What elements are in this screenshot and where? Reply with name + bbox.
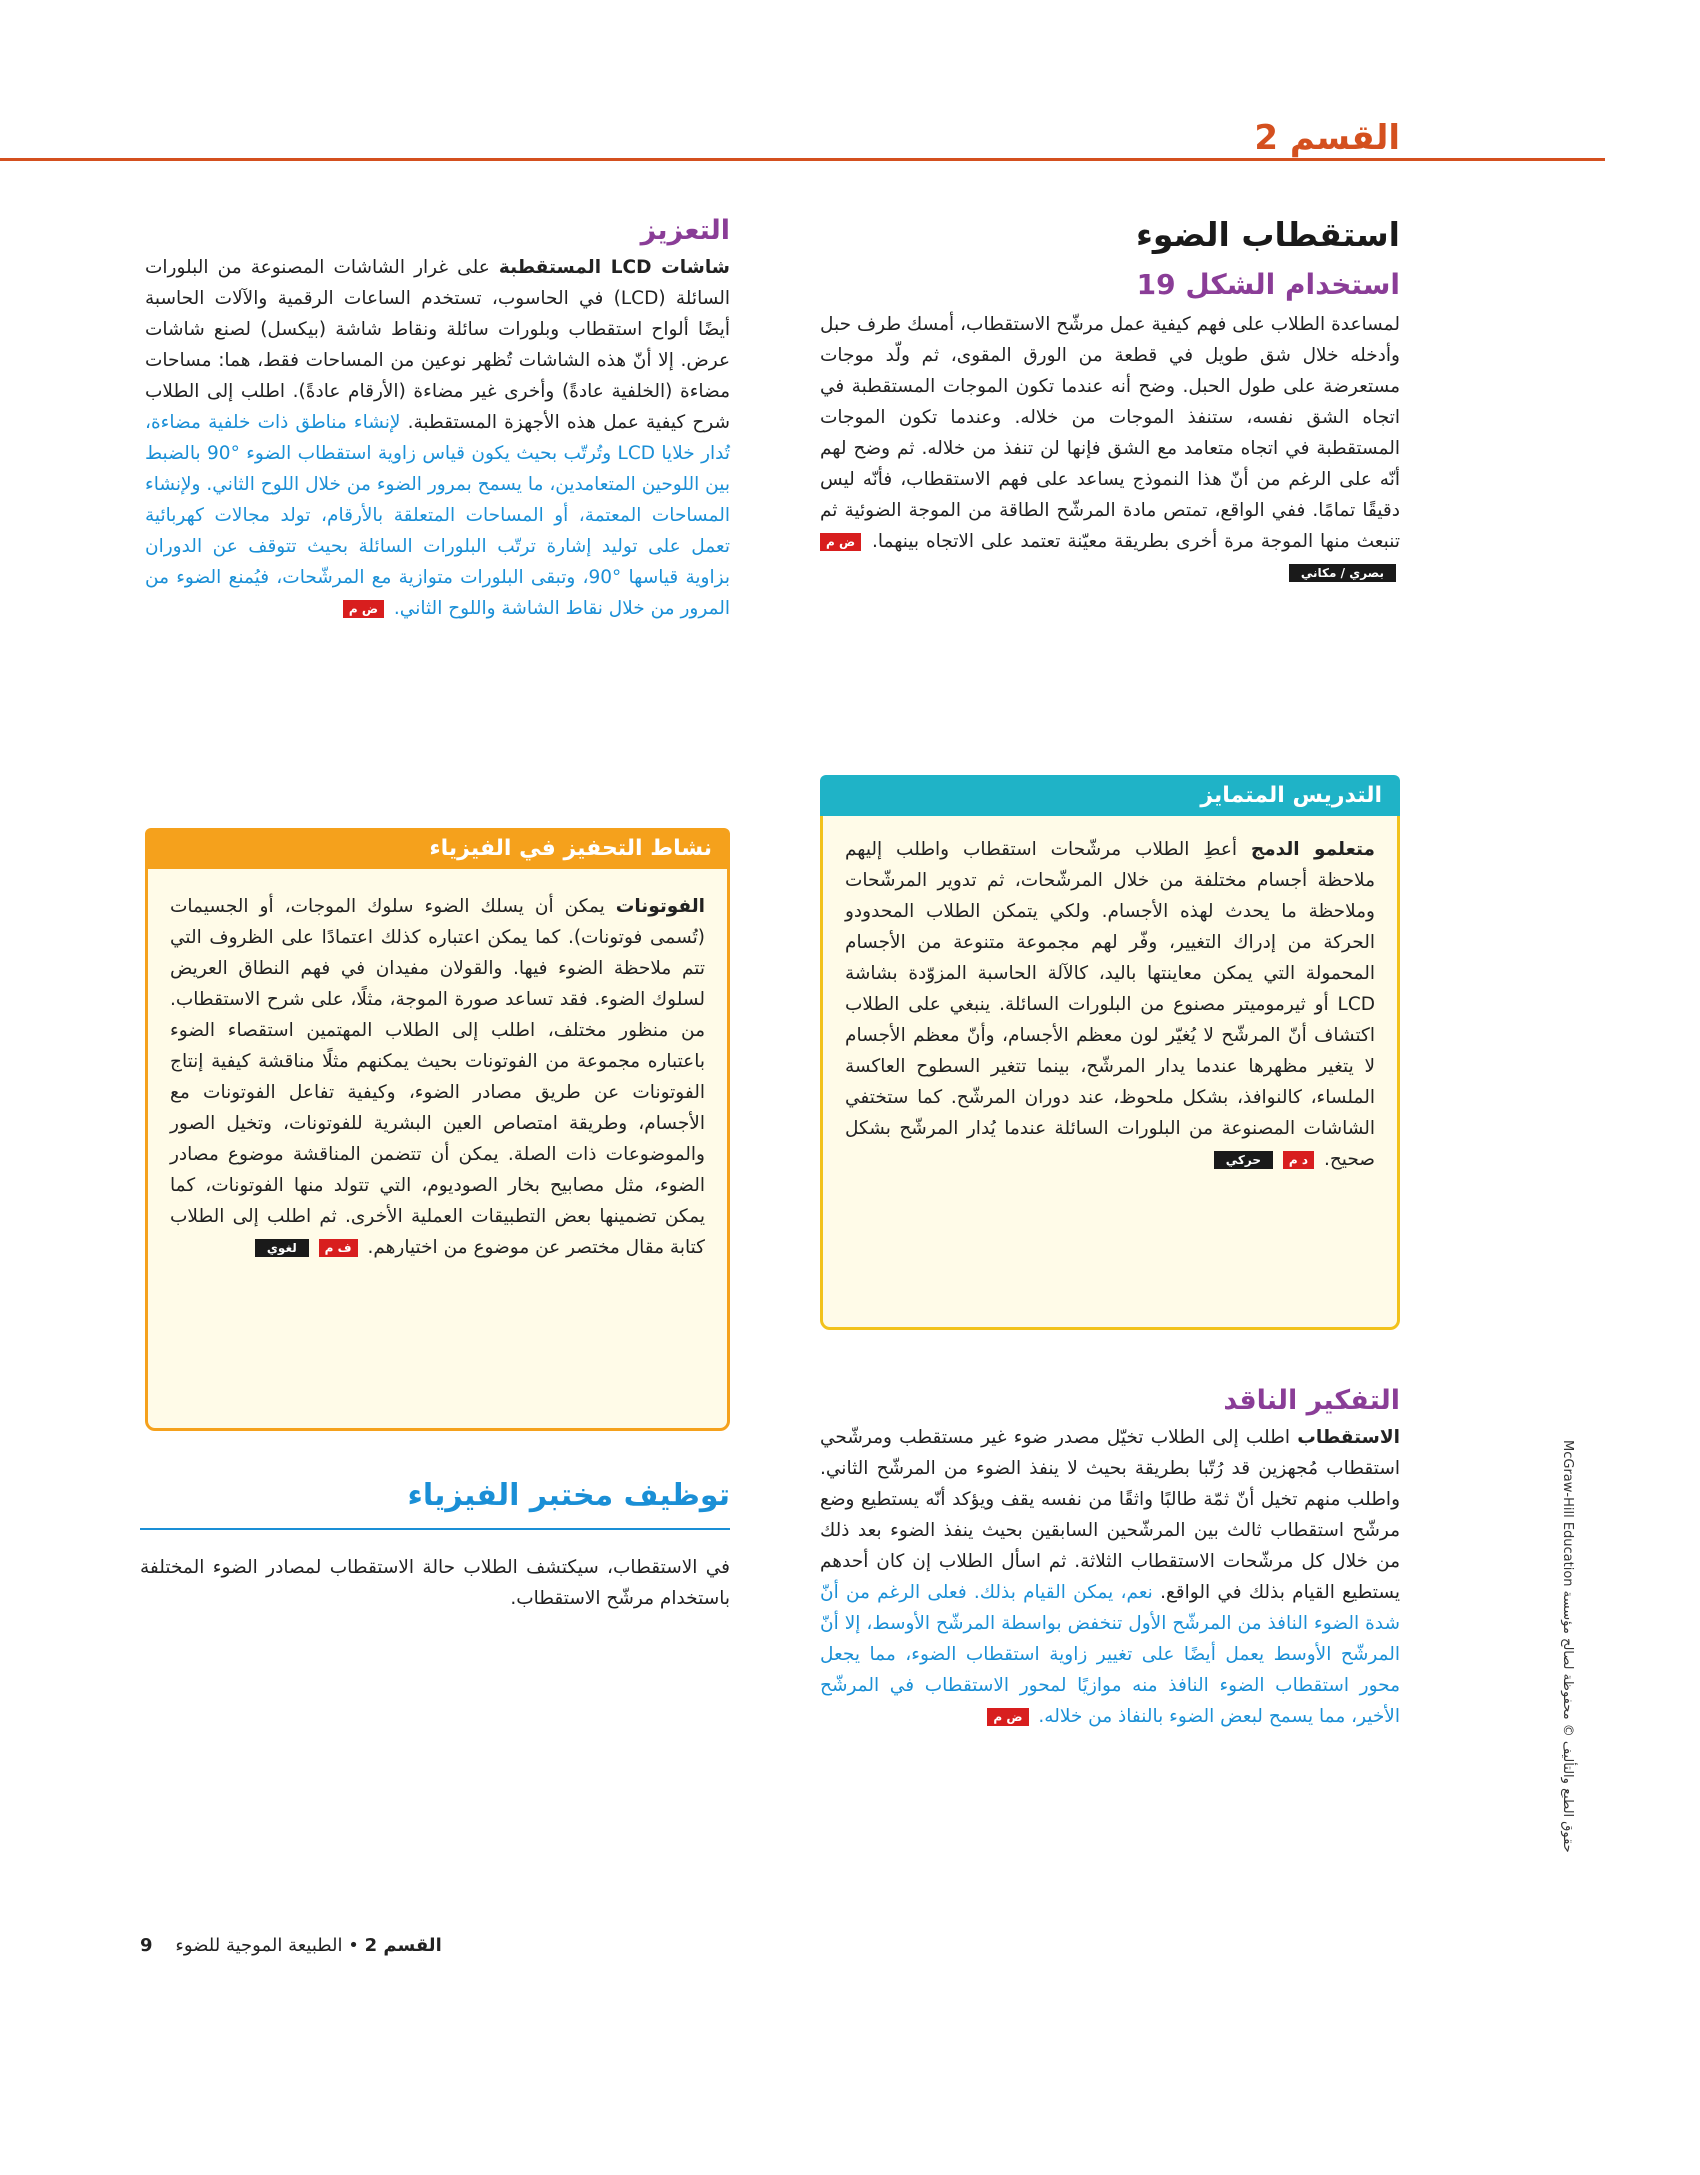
main-title: استقطاب الضوء [1136,215,1400,254]
page-number: 9 [140,1935,153,1956]
lab-text-block [140,1552,730,1614]
critical-paragraph [820,1422,1400,1732]
header-rule [0,158,1605,161]
motivation-lead: الفوتونات [615,896,705,917]
tag-red: ف م [319,1239,358,1257]
reinforce-lead: شاشات LCD المستقطبة [498,257,730,278]
differentiated-header: التدريس المتمايز [820,775,1400,816]
lab-text: في الاستقطاب، سيكتشف الطلاب حالة الاستقطاب لمصادر الضوء المختلفة باستخدام مرشّح الاستقطاب. [140,1557,730,1609]
figure-paragraph [820,309,1400,588]
critical-answer: نعم، يمكن القيام بذلك. فعلى الرغم من أنّ شدة الضوء النافذ من المرشّح الأول تنخفض بواسطة المرشّح الأوسط، إلا أنّ المرشّح الأوسط يعمل أيضًا على تغيير زاوية استقطاب الضوء، مما يجعل محور استقطاب الضوء النافذ منه موازيًا لمحور الاستقطاب في المرشّح الأخير، مما يسمح لبعض الضوء بالنفاذ من خلاله. [820,1582,1400,1727]
motivation-paragraph [170,891,705,1263]
left-column [145,215,730,624]
motivation-header: نشاط التحفيز في الفيزياء [145,828,730,869]
tag-black: بصري / مكاني [1289,564,1396,582]
figure-heading: استخدام الشكل 19 [1136,268,1400,301]
tag-black: لغوي [255,1239,309,1257]
reinforce-heading: التعزيز [640,215,730,246]
footer-chapter: الطبيعة الموجية للضوء [175,1935,343,1956]
critical-lead: الاستقطاب [1297,1427,1400,1448]
motivation-text: يمكن أن يسلك الضوء سلوك الموجات، أو الجسيمات (تُسمى فوتونات). كما يمكن اعتباره كذلك اعتمادًا على الظروف التي تتم ملاحظة الضوء فيها. والقولان مفيدان في فهم النطاق العريض لسلوك الضوء. فقد تساعد صورة الموجة، مثلًا، على شرح الاستقطاب. من منظور مختلف، اطلب إلى الطلاب المهتمين استقصاء الضوء باعتباره مجموعة من الفوتونات بحيث يمكنهم مثلًا مناقشة كيفية إنتاج الفوتونات عن طريق مصادر الضوء، وكيفية تفاعل الفوتونات مع الأجسام، وطريقة امتصاص العين البشرية للفوتونات، وتخيل الصور والموضوعات ذات الصلة. يمكن أن تتضمن المناقشة موضوع مصادر الضوء، مثل مصابيح بخار الصوديوم، التي تتولد منها الفوتونات، كما يمكن تضمينها بعض التطبيقات العملية الأخرى. ثم اطلب إلى الطلاب كتابة مقال مختصر عن موضوع من اختيارهم. [170,896,705,1258]
motivation-box [145,828,730,1431]
figure-text: لمساعدة الطلاب على فهم كيفية عمل مرشّح الاستقطاب، أمسك طرف حبل وأدخله خلال شق طويل في قطعة من الورق المقوى، ثم ولّد موجات مستعرضة على طول الحبل. وضح أنه عندما تكون الموجات المستقطبة في اتجاه الشق نفسه، ستنفذ الموجات من خلاله. وعندما تكون الموجات المستقطبة في اتجاه متعامد مع الشق فإنها لن تنفذ من خلاله. ثم وضح لهم أنّه على الرغم من أنّ هذا النموذج يساعد على فهم الاستقطاب، فأنّه ليس دقيقًا تمامًا. ففي الواقع، تمتص مادة المرشّح الطاقة من الموجة الضوئية ثم تنبعث منها الموجة مرة أخرى بطريقة معيّنة تعتمد على الاتجاه بينهما. [820,314,1400,552]
tag-red: ض م [987,1708,1028,1726]
critical-thinking-section [820,1385,1400,1732]
lab-title: توظيف مختبر الفيزياء [407,1478,730,1513]
tag-black: حركي [1214,1151,1273,1169]
footer-section: القسم 2 [364,1935,442,1956]
side-credit: حقوق الطبع والتأليف © محفوظة لصالح مؤسسة McGraw-Hill Education [1560,1440,1575,1853]
lab-rule [140,1528,730,1530]
differentiated-text: أعطِ الطلاب مرشّحات استقطاب واطلب إليهم ملاحظة أجسام مختلفة من خلال المرشّحات، ثم تدوير المرشّحات وملاحظة ما يحدث لهذه الأجسام. ولكي يتمكن الطلاب المحدودو الحركة من إدراك التغيير، وفّر لهم مجموعة متنوعة من الأجسام المحمولة التي يمكن معاينتها باليد، كالآلة الحاسبة المزوّدة بشاشة LCD أو ثيرموميتر مصنوع من البلورات السائلة. ينبغي على الطلاب اكتشاف أنّ المرشّح لا يُغيّر لون معظم الأجسام، وأنّ معظم الأجسام لا يتغير مظهرها عندما يدار المرشّح، بينما تتغير السطوح العاكسة الملساء، كالنوافذ، بشكل ملحوظ، عند دوران المرشّح. كما ستختفي الشاشات المصنوعة من البلورات السائلة عندما يُدار المرشّح بشكل صحيح. [845,839,1375,1170]
critical-text: اطلب إلى الطلاب تخيّل مصدر ضوء غير مستقطب ومرشّحي استقطاب مُجهزين قد رُتّبا بطريقة بحيث لا ينفذ الضوء من المرشّح الثاني. واطلب منهم تخيل أنّ ثمّة طالبًا واثقًا من نفسه يقف ويؤكد أنّه يستطيع وضع مرشّح استقطاب ثالث بين المرشّحين السابقين بحيث ينفذ الضوء بعد ذلك من خلال كل مرشّحات الاستقطاب الثلاثة. ثم اسأل الطلاب إن كان أحدهم يستطيع القيام بذلك في الواقع. [820,1427,1400,1603]
footer-bullet: • [348,1935,359,1956]
reinforce-paragraph [145,252,730,624]
section-label: القسم 2 [1254,118,1400,158]
differentiated-box [820,775,1400,1330]
differentiated-paragraph [845,834,1375,1175]
reinforce-text: على غرار الشاشات المصنوعة من البلورات السائلة (LCD) في الحاسوب، تستخدم الساعات الرقمية والآلات الحاسبة أيضًا ألواح استقطاب وبلورات سائلة ونقاط شاشة (بيكسل) لصنع شاشات عرض. إلا أنّ هذه الشاشات تُظهر نوعين من المساحات فقط، هما: مساحات مضاءة (الخلفية عادةً) وأخرى غير مضاءة (الأرقام عادةً). اطلب إلى الطلاب شرح كيفية عمل هذه الأجهزة المستقطبة. [145,257,730,433]
footer [140,1935,442,1956]
right-column [820,215,1400,588]
reinforce-answer: لإنشاء مناطق ذات خلفية مضاءة، تُدار خلايا LCD وتُرتّب بحيث يكون قياس زاوية استقطاب الضوء °90 بالضبط بين اللوحين المتعامدين، ما يسمح بمرور الضوء من خلال اللوح الثاني. ولإنشاء المساحات المعتمة، أو المساحات المتعلقة بالأرقام، تولد مجالات كهربائية تعمل على توليد إشارة ترتّب البلورات السائلة بحيث تتوقف عن الدوران بزاوية قياسها °90، وتبقى البلورات متوازية مع المرشّحات، فيُمنع الضوء من المرور من خلال نقاط الشاشة واللوح الثاني. [145,412,730,619]
tag-red: ض م [820,533,861,551]
differentiated-lead: متعلمو الدمج [1250,839,1376,860]
tag-red: د م [1283,1151,1314,1169]
tag-red: ض م [343,600,384,618]
critical-heading: التفكير الناقد [1223,1385,1400,1416]
